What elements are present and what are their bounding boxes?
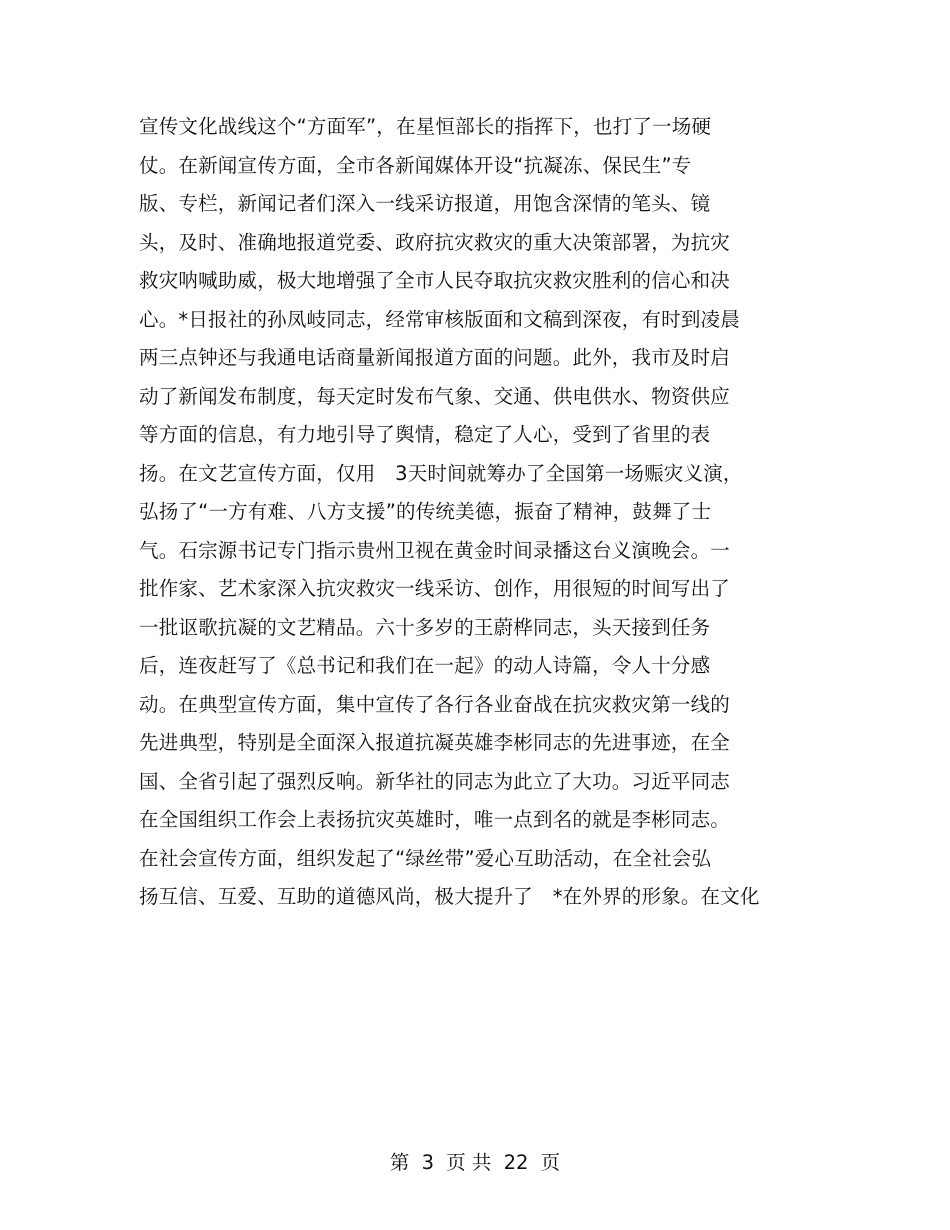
text-line-21: 扬互信、互爱、互助的道德风尚，极大提升了 *在外界的形象。在文化 <box>139 885 760 908</box>
total-pages: 22 <box>503 1151 529 1174</box>
text-line-10: 扬。在文艺宣传方面，仅用 3天时间就筹办了全国第一场赈灾义演， <box>139 461 743 485</box>
text-line-6: 心。*日报社的孙凤岐同志，经常审核版面和文稿到深夜，有时到凌晨 <box>139 307 740 331</box>
text-line-15: 后，连夜赶写了《总书记和我们在一起》的动人诗篇，令人十分感 <box>139 654 711 677</box>
text-line-11: 弘扬了“一方有难、八方支援”的传统美德，振奋了精神，鼓舞了士 <box>139 500 712 523</box>
text-line-2: 仗。在新闻宣传方面，全市各新闻媒体开设“抗凝冻、保民生”专 <box>139 153 692 177</box>
text-line-9: 等方面的信息，有力地引导了舆情，稳定了人心，受到了省里的表 <box>139 423 711 446</box>
text-line-12: 气。石宗源书记专门指示贵州卫视在黄金时间录播这台义演晚会。一 <box>139 538 731 562</box>
text-line-5: 救灾呐喊助威，极大地增强了全市人民夺取抗灾救灾胜利的信心和决 <box>139 269 731 292</box>
footer-middle: 页 共 <box>446 1151 492 1174</box>
text-line-19: 在全国组织工作会上表扬抗灾英雄时，唯一点到名的就是李彬同志。 <box>139 808 731 831</box>
text-line-3: 版、专栏，新闻记者们深入一线采访报道，用饱含深情的笔头、镜 <box>139 192 711 215</box>
footer-suffix: 页 <box>540 1151 561 1174</box>
body-text <box>139 108 819 917</box>
text-line-4: 头，及时、准确地报道党委、政府抗灾救灾的重大决策部署，为抗灾 <box>139 230 731 254</box>
text-line-7: 两三点钟还与我通电话商量新闻报道方面的问题。此外，我市及时启 <box>139 346 731 369</box>
text-line-1: 宣传文化战线这个“方面军”，在星恒部长的指挥下，也打了一场硬 <box>139 115 712 138</box>
text-line-13: 批作家、艺术家深入抗灾救灾一线采访、创作，用很短的时间写出了 <box>139 577 731 600</box>
text-line-16: 动。在典型宣传方面，集中宣传了各行各业奋战在抗灾救灾第一线的 <box>139 692 731 716</box>
page-footer <box>0 1148 950 1178</box>
footer-prefix: 第 <box>389 1151 410 1174</box>
text-line-20: 在社会宣传方面，组织发起了“绿丝带”爱心互助活动，在全社会弘 <box>139 846 712 870</box>
text-line-14: 一批讴歌抗凝的文艺精品。六十多岁的王蔚桦同志，头天接到任务 <box>139 615 711 639</box>
text-line-8: 动了新闻发布制度，每天定时发布气象、交通、供电供水、物资供应 <box>139 384 731 408</box>
text-line-18: 国、全省引起了强烈反响。新华社的同志为此立了大功。习近平同志 <box>139 769 731 793</box>
text-line-17: 先进典型，特别是全面深入报道抗凝英雄李彬同志的先进事迹，在全 <box>139 731 731 754</box>
page-number: 3 <box>421 1151 434 1174</box>
